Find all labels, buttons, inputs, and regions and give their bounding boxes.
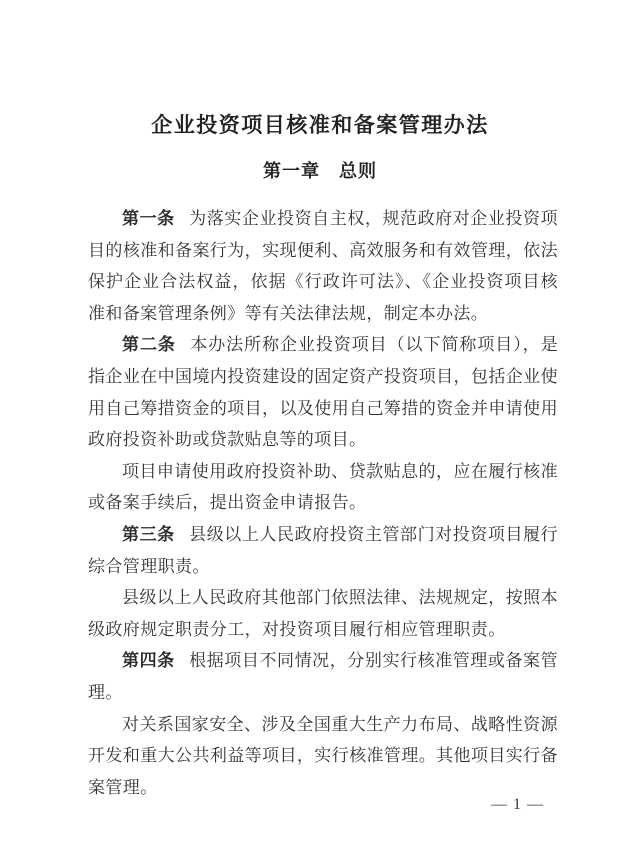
document-body xyxy=(88,203,558,803)
paragraph-text: 县级以上人民政府其他部门依照法律、法规规定，按照本级政府规定职责分工，对投资项目履行相应管理职责。 xyxy=(88,588,558,639)
article-number: 第三条 xyxy=(122,524,175,544)
article-number: 第一条 xyxy=(122,209,175,228)
document-title: 企业投资项目核准和备案管理办法 xyxy=(151,113,489,137)
paragraph xyxy=(88,709,558,804)
article-number: 第四条 xyxy=(122,651,175,671)
paragraph xyxy=(88,203,558,329)
paragraph xyxy=(88,456,558,519)
paragraph-text: 县级以上人民政府投资主管部门对投资项目履行综合管理职责。 xyxy=(88,524,558,576)
chapter-heading: 第一章 总则 xyxy=(263,161,377,181)
paragraph xyxy=(88,645,558,708)
paragraph-text: 本办法所称企业投资项目（以下简称项目），是指企业在中国境内投资建设的固定资产投资项目，包括企业使用自己筹措资金的项目，以及使用自己筹措的资金并申请使用政府投资补助或贷款贴息等的项目。 xyxy=(88,335,558,450)
paragraph-text: 项目申请使用政府投资补助、贷款贴息的，应在履行核准或备案手续后，提出资金申请报告。 xyxy=(88,461,558,513)
paragraph-text: 对关系国家安全、涉及全国重大生产力布局、战略性资源开发和重大公共利益等项目，实行核准管理。其他项目实行备案管理。 xyxy=(88,714,558,797)
article-number: 第二条 xyxy=(122,335,176,355)
page-number: — 1 — xyxy=(491,796,544,813)
paragraph-text: 为落实企业投资自主权，规范政府对企业投资项目的核准和备案行为，实现便利、高效服务和有效管理，依法保护企业合法权益，依据《行政许可法》、《企业投资项目核准和备案管理条例》等有关法律法规，制定本办法。 xyxy=(88,209,558,323)
paragraph xyxy=(88,582,558,645)
paragraph-text: 根据项目不同情况，分别实行核准管理或备案管理。 xyxy=(88,651,558,702)
paragraph xyxy=(88,329,558,455)
paragraph xyxy=(88,519,558,582)
